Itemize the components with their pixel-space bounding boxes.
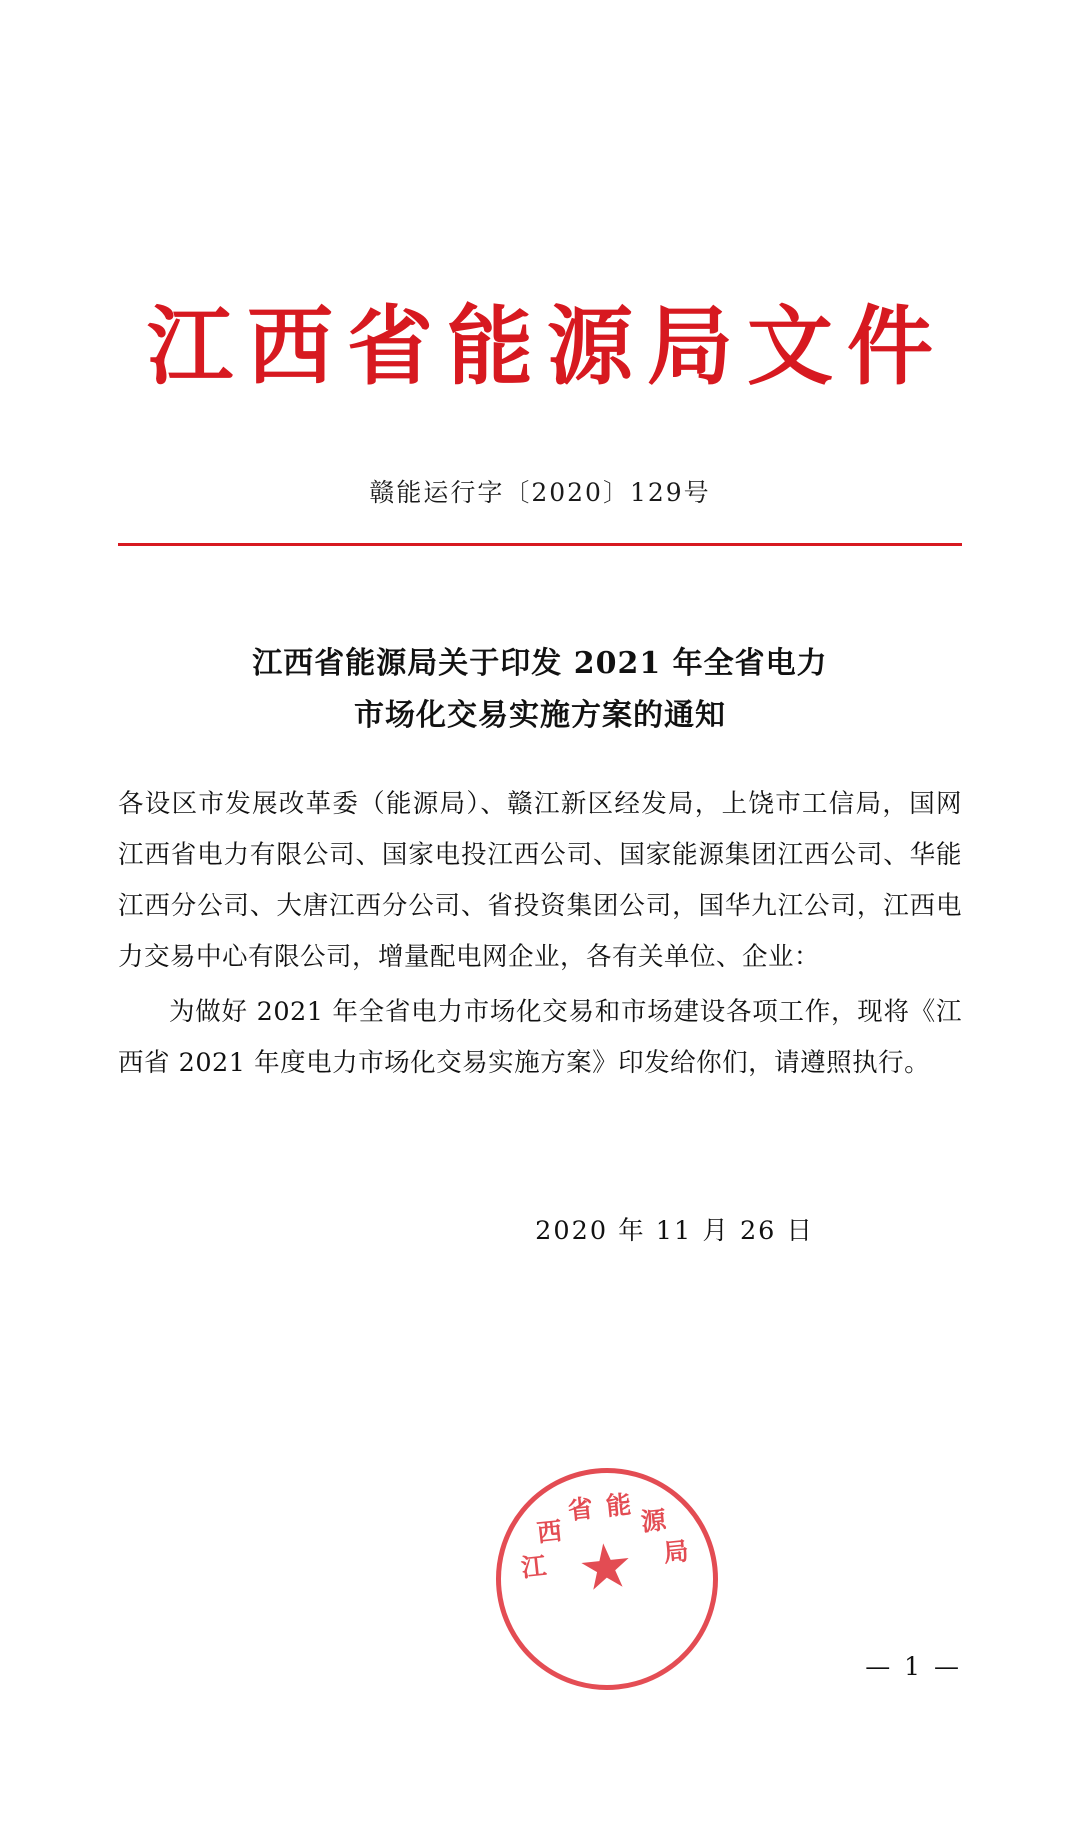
page-title-line-1: 江西省能源局关于印发 2021 年全省电力 bbox=[252, 645, 828, 681]
seal-char-0: 江 bbox=[519, 1551, 548, 1583]
seal-char-1: 西 bbox=[535, 1516, 564, 1548]
masthead-title: 江西省能源局文件 bbox=[147, 296, 947, 397]
signature-area bbox=[118, 1133, 962, 1283]
document-number: 赣能运行字〔2020〕129号 bbox=[369, 477, 711, 507]
page-number: — 1 — bbox=[865, 1652, 962, 1681]
page-title-line-2: 市场化交易实施方案的通知 bbox=[354, 698, 726, 734]
seal-char-4: 源 bbox=[639, 1505, 668, 1537]
issue-date: 2020 年 11 月 26 日 bbox=[535, 1215, 814, 1246]
recipients-paragraph: 各设区市发展改革委（能源局）、赣江新区经发局，上饶市工信局，国网江西省电力有限公司、国家电投江西公司、国家能源集团江西公司、华能江西分公司、大唐江西分公司、省投资集团公司，国华九江公司，江西电力交易中心有限公司，增量配电网企业，各有关单位、企业： bbox=[118, 788, 962, 972]
document-body bbox=[118, 779, 962, 1089]
seal-char-5: 局 bbox=[662, 1536, 690, 1568]
page-title bbox=[118, 638, 962, 743]
notice-paragraph: 为做好 2021 年全省电力市场化交易和市场建设各项工作，现将《江西省 2021 年度电力市场化交易实施方案》印发给你们，请遵照执行。 bbox=[118, 996, 962, 1078]
red-divider-rule bbox=[118, 543, 962, 546]
seal-char-2: 省 bbox=[566, 1493, 595, 1526]
official-seal-icon bbox=[485, 1457, 729, 1701]
seal-char-3: 能 bbox=[604, 1489, 633, 1522]
